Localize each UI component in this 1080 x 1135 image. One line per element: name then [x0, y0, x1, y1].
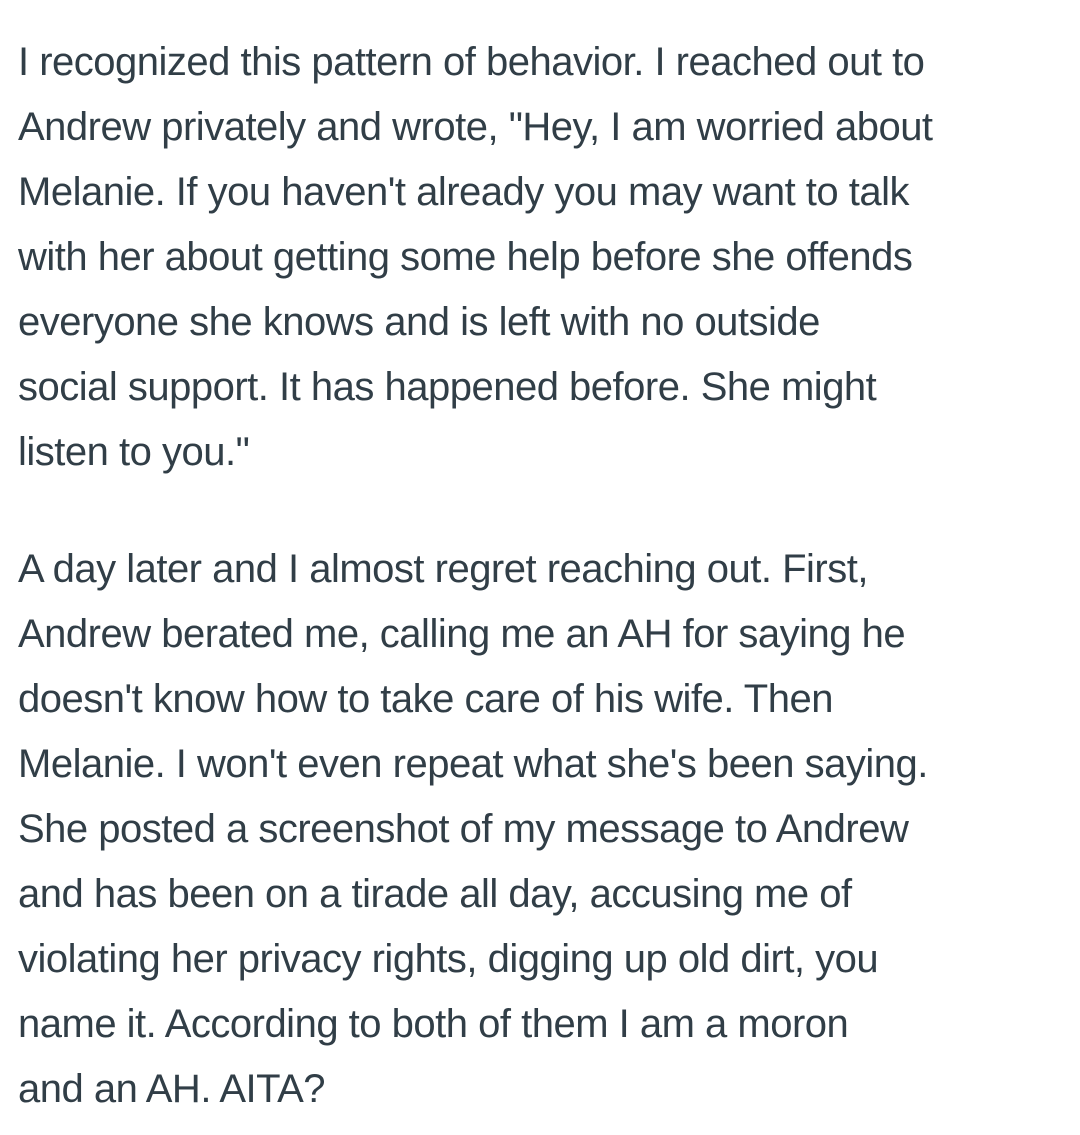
text-line: Andrew privately and wrote, "Hey, I am worried about [18, 105, 933, 149]
text-line: name it. According to both of them I am a moron [18, 1002, 849, 1046]
text-line: violating her privacy rights, digging up old dirt, you [18, 937, 879, 981]
post-paragraph [18, 537, 1070, 1122]
text-line: Melanie. If you haven't already you may want to talk [18, 170, 910, 214]
text-line: Andrew berated me, calling me an AH for saying he [18, 612, 906, 656]
text-line: and an AH. AITA? [18, 1067, 326, 1111]
post-paragraph [18, 30, 1070, 485]
text-line: A day later and I almost regret reaching out. First, [18, 547, 868, 591]
text-line: listen to you." [18, 430, 250, 474]
text-line: and has been on a tirade all day, accusing me of [18, 872, 852, 916]
text-line: social support. It has happened before. She might [18, 365, 877, 409]
text-line: with her about getting some help before she offends [18, 235, 913, 279]
text-line: She posted a screenshot of my message to Andrew [18, 807, 909, 851]
text-line: doesn't know how to take care of his wife. Then [18, 677, 833, 721]
text-line: I recognized this pattern of behavior. I reached out to [18, 40, 925, 84]
text-line: Melanie. I won't even repeat what she's been saying. [18, 742, 928, 786]
text-line: everyone she knows and is left with no outside [18, 300, 820, 344]
